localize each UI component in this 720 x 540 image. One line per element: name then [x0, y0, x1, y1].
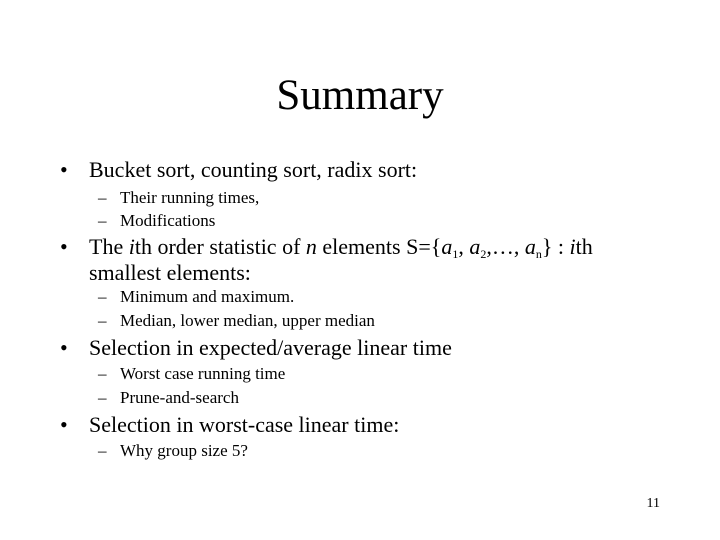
sub-item-text: Their running times,	[120, 188, 260, 207]
bullet-item	[60, 234, 660, 286]
sub-item-text: Worst case running time	[120, 364, 286, 383]
text-segment: i	[569, 234, 576, 259]
subscript: n	[535, 247, 542, 261]
sub-item-text: Why group size 5?	[120, 441, 248, 460]
sub-item-text: Minimum and maximum.	[120, 287, 295, 306]
sub-item-text: Modifications	[120, 211, 216, 230]
text-segment: a	[441, 234, 453, 259]
text-segment: a	[524, 234, 536, 259]
dash-glyph: –	[98, 388, 107, 407]
bullet-glyph: •	[60, 234, 68, 259]
subscript: 2	[480, 247, 487, 261]
text-segment: n	[305, 234, 317, 259]
bullet-text	[89, 234, 659, 286]
subscript: 1	[452, 247, 459, 261]
text-segment: elements S={	[316, 234, 442, 259]
text-segment: i	[128, 234, 135, 259]
text-segment: ,	[458, 234, 470, 259]
dash-glyph: –	[98, 441, 107, 460]
text-segment: ,…,	[486, 234, 525, 259]
dash-glyph: –	[98, 211, 107, 230]
bullet-text: Selection in worst-case linear time:	[89, 412, 400, 437]
dash-glyph: –	[98, 311, 107, 330]
text-segment: } :	[541, 234, 570, 259]
bullet-text: Selection in expected/average linear time	[89, 335, 452, 360]
bullet-glyph: •	[60, 157, 68, 182]
slide-title: Summary	[276, 72, 444, 119]
page-number: 11	[646, 496, 660, 511]
text-segment: smallest elements:	[89, 260, 251, 285]
dash-glyph: –	[98, 287, 107, 306]
dash-glyph: –	[98, 188, 107, 207]
bullet-glyph: •	[60, 335, 68, 360]
sub-item-text: Median, lower median, upper median	[120, 311, 375, 330]
bullet-glyph: •	[60, 412, 68, 437]
text-segment: The	[89, 234, 129, 259]
sub-item-text: Prune-and-search	[120, 388, 239, 407]
text-segment: th	[575, 234, 593, 259]
bullet-text: Bucket sort, counting sort, radix sort:	[89, 157, 418, 182]
dash-glyph: –	[98, 364, 107, 383]
text-segment: th order statistic of	[134, 234, 306, 259]
text-segment: a	[469, 234, 481, 259]
